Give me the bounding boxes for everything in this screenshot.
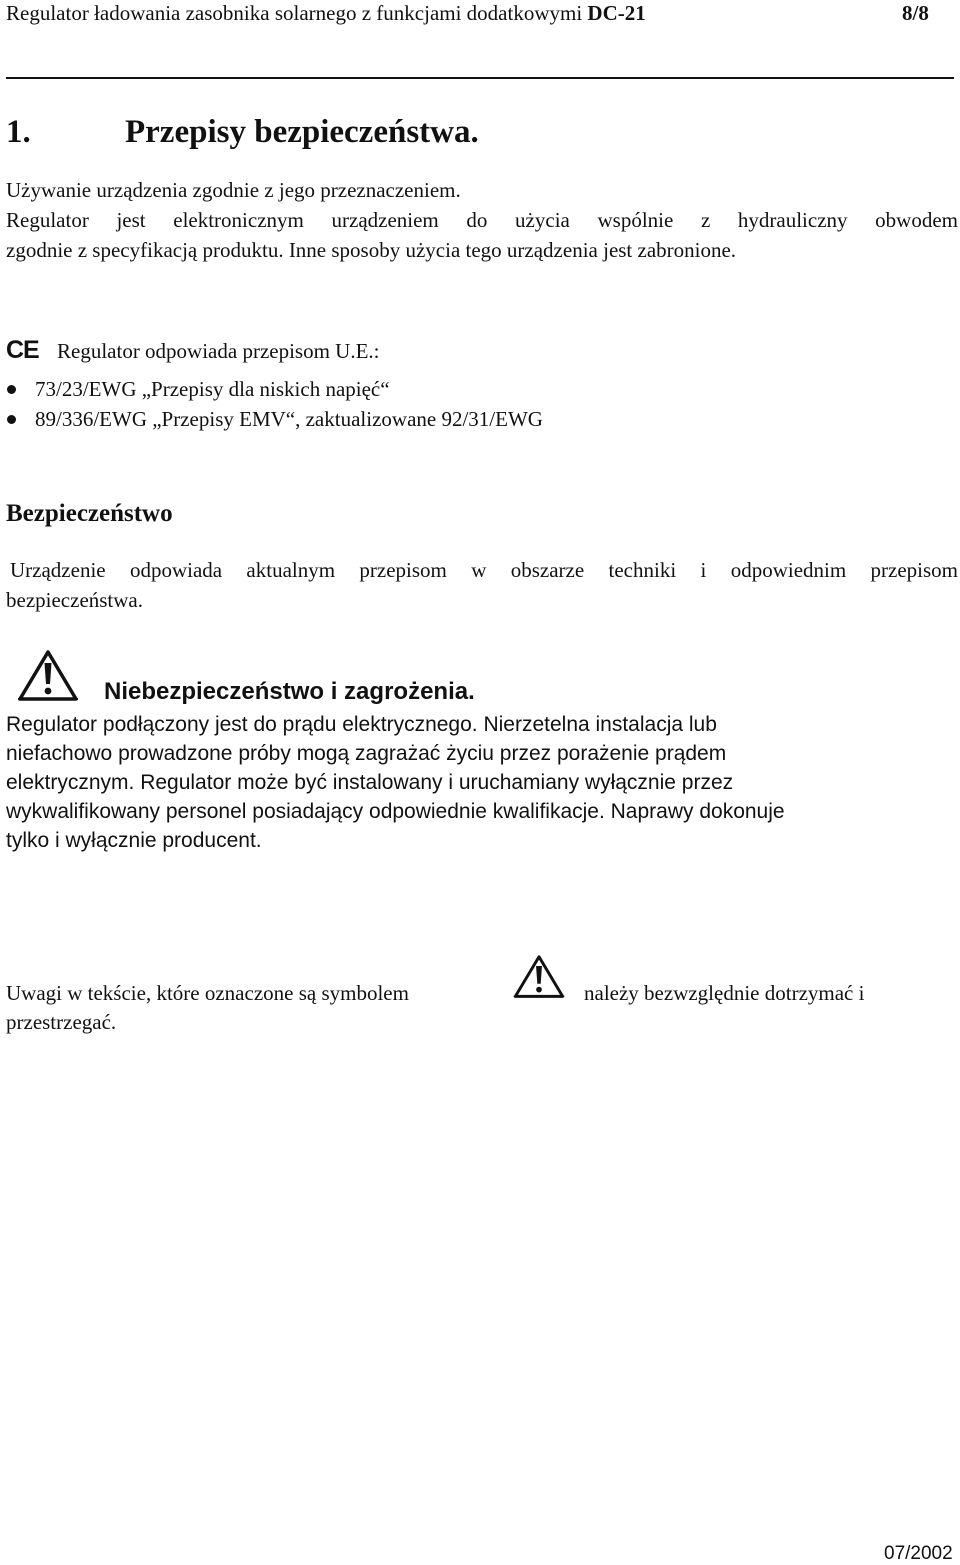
danger-text-line: niefachowo prowadzone próby mogą zagrażać życiu przez porażenie prądem [6,742,727,765]
danger-text-line: Regulator podłączony jest do prądu elektrycznego. Nierzetelna instalacja lub [6,713,717,736]
section-title-text: Przepisy bezpieczeństwa. [125,114,479,150]
danger-heading: Niebezpieczeństwo i zagrożenia. [104,678,475,705]
list-item: 73/23/EWG „Przepisy dla niskich napięć“ [35,377,390,401]
header-divider [6,77,954,79]
danger-text-line: tylko i wyłącznie producent. [6,829,262,852]
note-text: przestrzegać. [6,1010,117,1034]
intro-line: zgodnie z specyfikacją produktu. Inne sposoby użycia tego urządzenia jest zabronione. [6,238,737,262]
warning-triangle-icon [512,953,566,1001]
bullet-icon [7,385,16,394]
header-page-number: 8/8 [902,1,929,25]
warning-triangle-icon [16,648,80,704]
safety-text-line: bezpieczeństwa. [6,588,144,612]
note-text: należy bezwzględnie dotrzymać i [584,981,865,1005]
note-text: Uwagi w tekście, które oznaczone są symbolem [6,981,409,1005]
section-title [6,112,479,152]
danger-text-line: elektrycznym. Regulator może być instalowany i uruchamiany wyłącznie przez [6,771,734,794]
header-model: DC-21 [587,1,646,25]
bullet-icon [7,415,16,424]
intro-line: Regulator jest elektronicznym urządzeniem do użycia wspólnie z hydrauliczny obwodem [6,208,958,232]
danger-text-line: wykwalifikowany personel posiadający odpowiednie kwalifikacje. Naprawy dokonuje [6,800,785,823]
safety-text-line: Urządzenie odpowiada aktualnym przepisom w obszarze techniki i odpowiednim przepisom [10,558,958,582]
ce-mark: CE [6,336,39,364]
header-title [6,0,646,26]
ce-compliance-text: Regulator odpowiada przepisom U.E.: [57,339,380,363]
safety-heading: Bezpieczeństwo [6,500,173,527]
footer-date: 07/2002 [884,1543,953,1564]
section-number: 1. [6,114,31,150]
header-title-text: Regulator ładowania zasobnika solarnego z funkcjami dodatkowymi [6,1,583,25]
intro-line: Używanie urządzenia zgodnie z jego przeznaczeniem. [6,178,461,202]
list-item: 89/336/EWG „Przepisy EMV“, zaktualizowane 92/31/EWG [35,407,543,431]
